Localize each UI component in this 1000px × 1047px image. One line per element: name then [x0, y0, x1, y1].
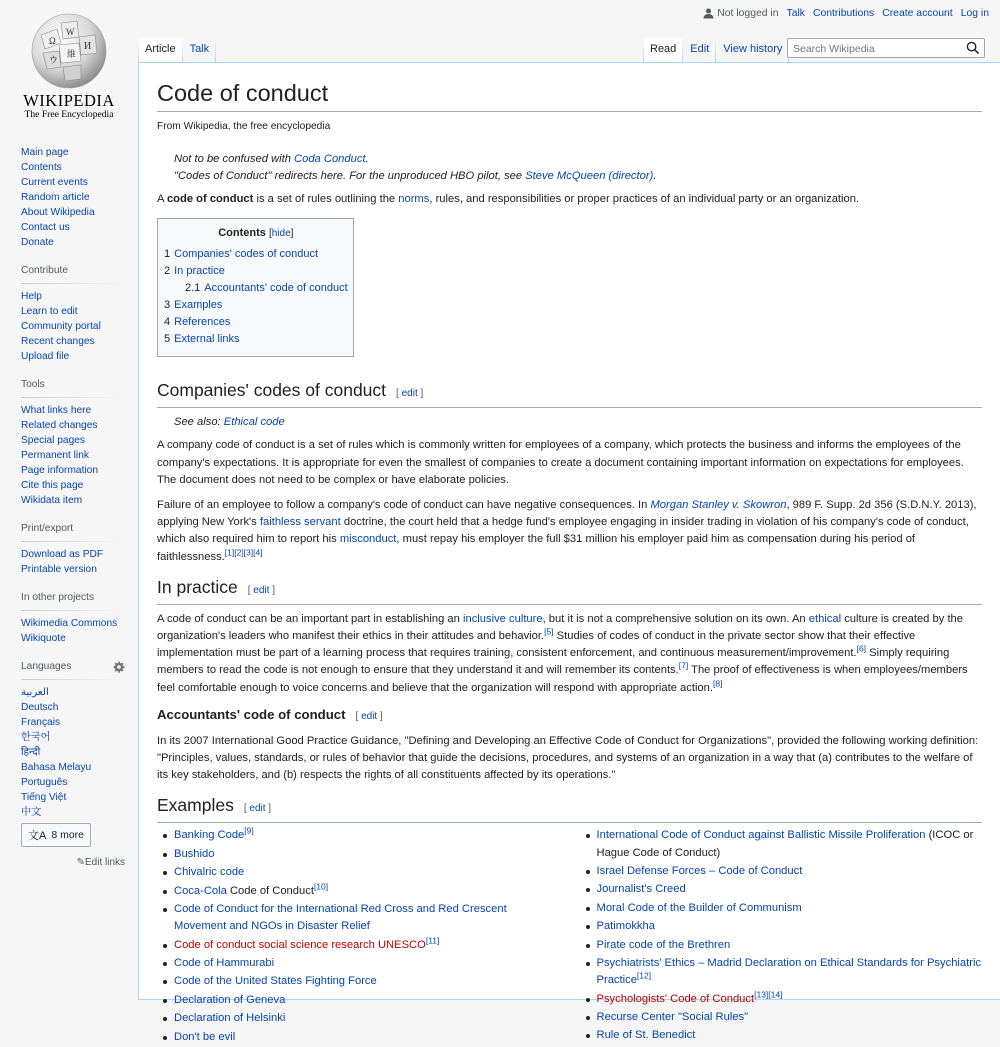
sidebar-item-permanent-link[interactable]: Permanent link — [21, 450, 89, 461]
sidebar-item-download-pdf[interactable]: Download as PDF — [21, 549, 104, 560]
svg-text:Ω: Ω — [49, 36, 56, 46]
text: Failure of an employee to follow a company's code of conduct can have negative consequences. In — [157, 499, 651, 512]
example-link[interactable]: Declaration of Geneva — [174, 993, 286, 1006]
reference-citation[interactable]: [1][2][3][4] — [224, 546, 263, 557]
toc-number: 1 — [164, 248, 171, 261]
sidebar-item-wikimedia-commons[interactable]: Wikimedia Commons — [21, 618, 118, 629]
language-french[interactable]: Français — [21, 717, 61, 728]
sidebar-item-main-page[interactable]: Main page — [21, 147, 69, 158]
text: , 989 F. Supp. 2d 356 (S.D.N.Y. 2013), applying New York's — [157, 499, 977, 529]
example-link[interactable]: Rule of St. Benedict — [596, 1029, 696, 1042]
wikipedia-tagline: The Free Encyclopedia — [24, 109, 114, 120]
sidebar-item-about-wikipedia[interactable]: About Wikipedia — [21, 207, 95, 218]
example-link[interactable]: Code of Conduct for the International Red Cross and Red Crescent Movement and NGOs in Disaster Relief — [174, 903, 507, 933]
example-link[interactable]: Chivalric code — [174, 866, 245, 879]
morgan-stanley-case-link[interactable]: Morgan Stanley v. Skowron — [650, 499, 787, 512]
language-portuguese[interactable]: Português — [21, 777, 68, 788]
example-link[interactable]: Psychiatrists' Ethics – Madrid Declaration on Ethical Standards for Psychiatric Practice — [596, 957, 982, 987]
sidebar-item-donate[interactable]: Donate — [21, 237, 54, 248]
example-link[interactable]: Israel Defense Forces – Code of Conduct — [596, 865, 803, 878]
list-item — [597, 918, 983, 935]
wikipedia-globe-icon — [29, 11, 109, 89]
languages-heading: Languages — [21, 661, 72, 672]
see-also-hatnote — [157, 414, 982, 431]
text: The proof of effectiveness is when employees/members feel comfortable enough to voice concerns and believe that the organization will respond with appropriate action. — [157, 664, 968, 694]
wikipedia-wordmark: WIKIPEDIA — [23, 91, 115, 110]
sidebar-item-wikiquote[interactable]: Wikiquote — [21, 633, 66, 644]
list-item — [597, 863, 983, 880]
example-link[interactable]: Journalist's Creed — [596, 883, 686, 896]
reference-citation[interactable]: [6] — [856, 643, 867, 654]
text: is a set of rules outlining the — [253, 193, 399, 206]
personal-tools — [703, 8, 989, 19]
view-tabs — [643, 38, 789, 63]
gear-icon[interactable] — [113, 661, 125, 673]
text: A — [157, 193, 167, 206]
hatnote-text: . — [653, 170, 657, 183]
section-title: In practice — [157, 576, 238, 597]
example-link[interactable]: Patimokkha — [596, 920, 655, 933]
misconduct-link[interactable]: misconduct — [339, 533, 397, 546]
toc-number: 4 — [164, 316, 171, 329]
toc-item-in-practice[interactable] — [164, 265, 225, 277]
toc-label: Companies' codes of conduct — [174, 248, 319, 261]
text: , rules, and responsibilities or proper practices of an individual party or an organization. — [429, 193, 860, 206]
section-heading-examples: Examples [ edit ] — [157, 794, 982, 823]
text: culture is created by the organization's leaders who manifest their ethics in their attitudes and behavior. — [157, 612, 963, 643]
text: (ICOC or Hague Code of Conduct) — [596, 829, 974, 859]
list-item — [174, 880, 560, 900]
contribute-portal — [21, 261, 125, 364]
table-of-contents: Contents [hide] 1 Companies' codes of conduct 2 In practice 2.1 Accountants' code of conduct 3 Examples 4 References 5 External links — [157, 218, 354, 357]
sidebar-item-help[interactable]: Help — [21, 291, 42, 302]
example-link[interactable]: Don't be evil — [174, 1030, 236, 1043]
ethical-link[interactable]: ethical — [808, 612, 842, 625]
text: Code of Conduct — [226, 884, 314, 897]
example-link[interactable]: Code of Hammurabi — [174, 957, 275, 969]
example-redlink[interactable]: Psychologists' Code of Conduct — [596, 992, 755, 1005]
reference-citation[interactable]: [12] — [636, 970, 652, 981]
sidebar-item-contents[interactable]: Contents — [21, 162, 62, 173]
list-item — [174, 1010, 560, 1027]
toc-item-examples[interactable] — [164, 299, 222, 311]
contribute-heading: Contribute — [21, 261, 125, 284]
svg-text:W: W — [66, 27, 75, 37]
sidebar-item-related-changes[interactable]: Related changes — [21, 420, 98, 431]
reference-citation[interactable]: [13][14] — [754, 988, 783, 999]
section-heading-companies: Companies' codes of conduct [ edit ] — [157, 379, 982, 408]
search-input[interactable] — [788, 41, 968, 58]
sidebar-item-community-portal[interactable]: Community portal — [21, 321, 101, 332]
example-link[interactable]: Moral Code of the Builder of Communism — [596, 901, 802, 914]
toc-label: In practice — [174, 265, 225, 278]
example-link[interactable]: Pirate code of the Brethren — [596, 938, 731, 951]
examples-list — [157, 827, 982, 1047]
toc-number: 3 — [164, 299, 171, 312]
example-link[interactable]: Code of the United States Fighting Force — [174, 975, 377, 988]
list-item — [174, 955, 560, 972]
language-vietnamese[interactable]: Tiếng Việt — [21, 792, 67, 803]
section-title: Accountants' code of conduct — [157, 706, 346, 722]
language-malay[interactable]: Bahasa Melayu — [21, 762, 92, 773]
toc-label: Examples — [174, 299, 223, 312]
section-title: Examples — [157, 795, 234, 816]
projects-heading: In other projects — [21, 588, 125, 611]
more-languages-button[interactable] — [21, 823, 91, 847]
hatnote-coda — [157, 151, 982, 168]
list-item — [597, 955, 983, 989]
edit-section-link[interactable]: edit — [253, 584, 270, 596]
print-portal — [21, 519, 125, 577]
faithless-servant-link[interactable]: faithless servant — [259, 516, 341, 529]
accountants-paragraph: In its 2007 International Good Practice Guidance, "Defining and Developing an Effective Code of Conduct for Organizations", provided the following working definition: "Principles, values, standards, or rules of behavior that guide the decisions, procedures, and systems of an organization in a way that (a) contributes to the welfare of its key stakeholders, and (b) respects the rights of all constituents affected by its operations." — [157, 734, 979, 782]
companies-paragraph-2 — [157, 497, 982, 566]
user-icon — [703, 8, 714, 19]
hatnote-redirect — [157, 168, 982, 185]
tab-edit[interactable] — [683, 38, 716, 63]
tab-history-label: View history — [723, 43, 783, 55]
tab-read-label: Read — [650, 43, 677, 55]
reference-citation[interactable]: [9] — [244, 825, 254, 836]
hatnote-text: Not to be confused with — [174, 153, 295, 166]
examples-column-left — [157, 827, 560, 1047]
ethical-code-link[interactable]: Ethical code — [223, 416, 285, 429]
sidebar-item-page-information[interactable]: Page information — [21, 465, 99, 476]
toc-title: Contents — [218, 227, 266, 240]
tab-talk-label: Talk — [189, 43, 210, 55]
sidebar-item-learn-to-edit[interactable]: Learn to edit — [21, 306, 78, 317]
tab-edit-label: Edit — [690, 43, 710, 55]
login-link[interactable]: Log in — [960, 8, 989, 19]
toc-item-external-links[interactable] — [164, 333, 240, 345]
sidebar-item-contact-us[interactable]: Contact us — [21, 222, 70, 233]
sidebar-item-current-events[interactable]: Current events — [21, 177, 88, 188]
contributions-link[interactable]: Contributions — [812, 8, 875, 19]
list-item — [597, 1027, 983, 1044]
example-link[interactable]: Bushido — [174, 847, 215, 860]
example-link[interactable]: International Code of Conduct against Ballistic Missile Proliferation — [596, 829, 926, 842]
in-practice-paragraph — [157, 611, 982, 697]
tools-heading: Tools — [21, 375, 125, 398]
sidebar — [21, 145, 125, 879]
section-heading-accountants: Accountants' code of conduct [ edit ] — [157, 706, 383, 722]
text: Simply requiring members to read the code is not enough to ensure that they understand it and will remember its contents. — [157, 647, 950, 677]
text: A code of conduct can be an important part in establishing an — [157, 612, 463, 625]
edit-section-link[interactable]: edit — [361, 710, 378, 722]
languages-portal — [21, 657, 125, 868]
language-german[interactable]: Deutsch — [21, 702, 59, 713]
list-item — [597, 937, 983, 954]
list-item — [174, 973, 560, 990]
edit-section-link[interactable]: edit — [401, 388, 418, 400]
tab-view-history[interactable] — [716, 38, 789, 63]
list-item — [174, 827, 560, 844]
tab-article-label: Article — [145, 43, 176, 55]
text: doctrine, the court held that a hedge fund's employee engaging in insider trading in violation of his company's code of conduct, which also required him to report his — [157, 516, 969, 546]
language-chinese[interactable]: 中文 — [21, 807, 42, 818]
sidebar-item-cite-this-page[interactable]: Cite this page — [21, 480, 84, 491]
tab-talk[interactable] — [183, 38, 217, 63]
toc-item-references[interactable] — [164, 316, 230, 328]
lead-bold-term: code of conduct — [166, 193, 254, 206]
search-box — [787, 38, 985, 58]
examples-column-right — [580, 827, 983, 1047]
hatnote-text: . — [365, 153, 369, 166]
edit-links-link[interactable]: Edit links — [84, 857, 125, 868]
list-item — [174, 934, 560, 954]
sidebar-item-upload-file[interactable]: Upload file — [21, 351, 70, 362]
lead-paragraph — [157, 191, 982, 208]
language-hindi[interactable]: हिन्दी — [21, 747, 41, 758]
navigation-portal — [21, 145, 125, 250]
example-link[interactable]: Declaration of Helsinki — [174, 1012, 286, 1025]
sidebar-item-wikidata-item[interactable]: Wikidata item — [21, 495, 83, 506]
projects-portal — [21, 588, 125, 646]
article-content — [138, 62, 1000, 1043]
toc-number: 2.1 — [185, 282, 201, 295]
toc-label: References — [174, 316, 231, 329]
toc-number: 5 — [164, 333, 171, 346]
pencil-icon: ✎ — [76, 857, 85, 868]
list-item — [596, 988, 983, 1008]
sidebar-item-what-links-here[interactable]: What links here — [21, 405, 92, 416]
text: , but it is not a comprehensive solution on its own. An — [542, 612, 809, 625]
toc-number: 2 — [164, 265, 171, 278]
not-logged-in-label: Not logged in — [717, 8, 779, 19]
create-account-link[interactable]: Create account — [882, 8, 953, 19]
list-item — [597, 900, 983, 917]
site-tagline: From Wikipedia, the free encyclopedia — [157, 121, 331, 132]
print-heading: Print/export — [21, 519, 125, 542]
reference-citation[interactable]: [11] — [425, 934, 440, 945]
sidebar-item-special-pages[interactable]: Special pages — [21, 435, 86, 446]
toc-label: External links — [174, 333, 240, 346]
tab-read[interactable] — [643, 38, 683, 63]
list-item — [174, 992, 560, 1009]
tools-portal — [21, 375, 125, 508]
reference-citation[interactable]: [5] — [544, 626, 554, 637]
namespace-tabs — [138, 38, 216, 63]
toc-item-companies[interactable] — [164, 248, 318, 260]
companies-paragraph-1: A company code of conduct is a set of rules which is commonly written for employees of a company, which protects the business and informs the employees of the company's expectations. It is appropriate for even the smallest of companies to create a document containing important information on expectations for employees. The document does not need to be complex or have elaborate policies. — [157, 439, 964, 486]
search-icon[interactable] — [966, 41, 980, 55]
example-link[interactable]: Banking Code — [174, 829, 245, 842]
example-link[interactable]: Recurse Center "Social Rules" — [596, 1010, 749, 1023]
reference-citation[interactable]: [7] — [678, 660, 689, 671]
reference-citation[interactable]: [8] — [713, 677, 723, 688]
list-item — [174, 901, 560, 935]
hatnote-text: "Codes of Conduct" redirects here. For the unproduced HBO pilot, see — [174, 170, 526, 183]
more-languages-label: 8 more — [51, 829, 85, 841]
sidebar-item-printable-version[interactable]: Printable version — [21, 564, 97, 575]
translate-icon: 文A — [28, 830, 47, 842]
list-item — [597, 827, 983, 861]
example-link[interactable]: Coca-Cola — [174, 884, 227, 897]
list-item — [174, 1029, 560, 1046]
sidebar-item-recent-changes[interactable]: Recent changes — [21, 336, 95, 347]
reference-citation[interactable]: [10] — [313, 880, 329, 891]
list-item — [597, 1009, 983, 1026]
wikipedia-logo[interactable] — [0, 0, 138, 128]
page-title: Code of conduct — [157, 78, 982, 112]
svg-text:維: 維 — [67, 49, 77, 59]
section-heading-in-practice: In practice [ edit ] — [157, 576, 982, 605]
steve-mcqueen-link[interactable]: Steve McQueen (director) — [525, 170, 654, 183]
toc-label: Accountants' code of conduct — [204, 282, 348, 295]
norms-link[interactable]: norms — [398, 193, 430, 206]
list-item — [174, 864, 560, 881]
svg-text:И: И — [84, 41, 92, 52]
section-title: Companies' codes of conduct — [157, 380, 387, 401]
hatnote-text: See also: — [174, 416, 224, 429]
text: Studies of codes of conduct in the private sector show that their effective implementation must be part of a learning process that requires training, consistent enforcement, and continuous measurement/improvement. — [157, 630, 916, 660]
inclusive-culture-link[interactable]: inclusive culture — [463, 612, 543, 625]
example-redlink[interactable]: Code of conduct social science research UNESCO — [174, 938, 426, 951]
toc-hide-button[interactable]: hide — [271, 228, 291, 240]
toc-item-accountants[interactable] — [185, 282, 348, 294]
sidebar-item-random-article[interactable]: Random article — [21, 192, 90, 203]
coda-conduct-link[interactable]: Coda Conduct — [294, 153, 366, 166]
list-item — [597, 881, 983, 898]
svg-text:ウ: ウ — [49, 55, 59, 65]
language-arabic[interactable]: العربية — [21, 687, 49, 698]
list-item — [174, 846, 560, 863]
text: , must repay his employer the full $31 million his employer paid him as compensation during his period of faithlessness. — [157, 533, 916, 563]
tab-article[interactable] — [138, 38, 183, 63]
talk-link[interactable]: Talk — [786, 8, 805, 19]
language-korean[interactable]: 한국어 — [21, 732, 51, 743]
edit-section-link[interactable]: edit — [249, 803, 266, 815]
